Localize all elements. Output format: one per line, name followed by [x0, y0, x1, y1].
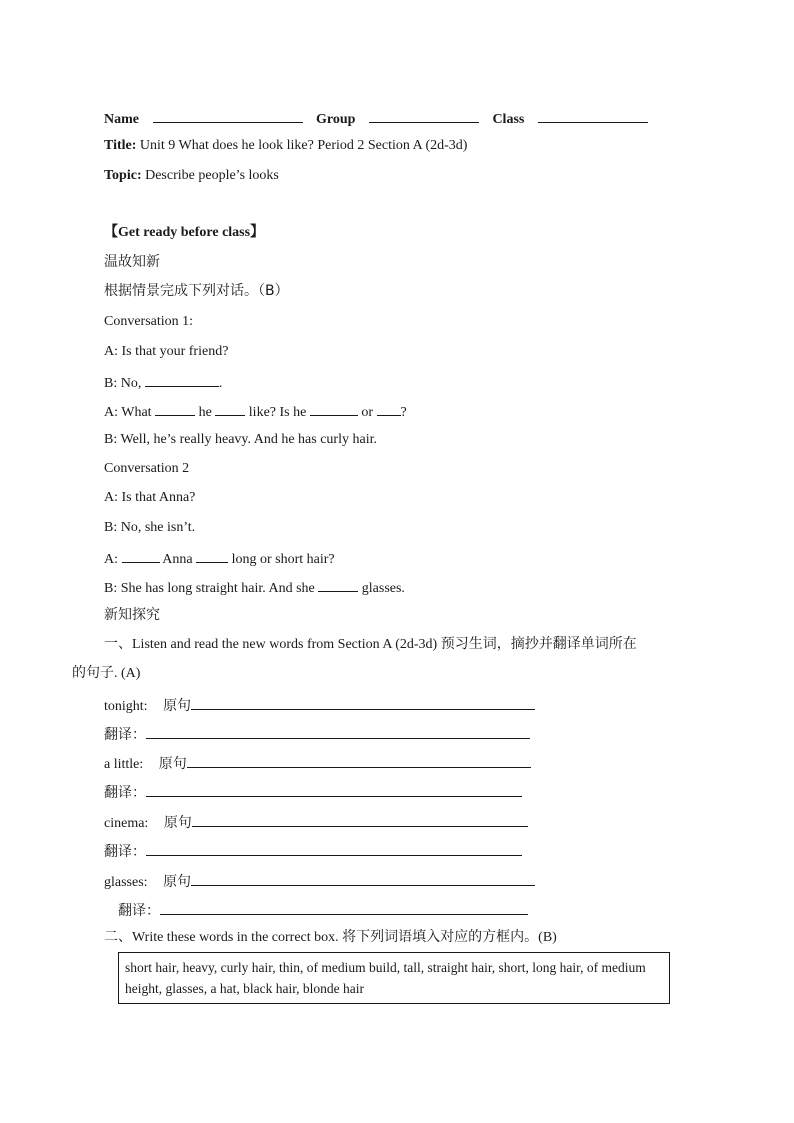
topic-label: Topic: — [104, 168, 142, 183]
c1-l3-c: like? Is he — [245, 405, 310, 420]
conversation2-line4 — [104, 577, 405, 598]
original-label: 原句 — [158, 756, 187, 772]
translation-label: 翻译： — [104, 844, 146, 860]
task2-number: 二、 — [104, 929, 132, 945]
c2-l3-blank1[interactable] — [122, 548, 160, 563]
c1-l3-d: or — [357, 405, 377, 420]
translation-row — [104, 840, 522, 862]
translation-row — [104, 781, 522, 803]
translation-label: 翻译： — [104, 785, 146, 801]
name-label: Name — [104, 112, 139, 127]
name-row — [104, 108, 648, 129]
group-blank[interactable] — [369, 108, 479, 123]
topic-row — [104, 167, 279, 185]
original-line[interactable] — [191, 870, 535, 886]
c1-l3-blank1[interactable] — [155, 401, 195, 416]
group-label: Group — [316, 112, 356, 127]
title-label: Title: — [104, 138, 137, 153]
word-row-cinema — [104, 811, 528, 833]
conversation1-heading: Conversation 1: — [104, 314, 194, 329]
word-box: short hair, heavy, curly hair, thin, of medium build, tall, straight hair, short, long hair, of medium height, glasses, a hat, black hair, blonde hair — [118, 952, 670, 1004]
word-row-glasses — [104, 870, 535, 892]
word-tonight: tonight: — [104, 699, 148, 714]
translation-label: 翻译： — [118, 903, 160, 919]
c1-l3-blank2[interactable] — [215, 401, 245, 416]
translation-line[interactable] — [146, 781, 522, 797]
conversation2-heading: Conversation 2 — [104, 461, 190, 476]
word-row-a-little — [104, 752, 531, 774]
c1-l3-blank4[interactable] — [377, 401, 401, 416]
conversation2-line2: B: No, she isn’t. — [104, 520, 196, 535]
task2-instruction — [104, 928, 557, 947]
conversation2-line3 — [104, 548, 335, 569]
translation-row — [118, 899, 528, 921]
word-cinema: cinema: — [104, 816, 149, 831]
c1-l2-blank[interactable] — [145, 372, 219, 387]
c2-l3-b: Anna — [159, 552, 197, 567]
original-line[interactable] — [191, 694, 535, 710]
topic-text: Describe people’s looks — [145, 168, 279, 183]
new-knowledge-heading: 新知探究 — [104, 607, 160, 623]
conversation1-line4: B: Well, he’s really heavy. And he has curly hair. — [104, 432, 377, 447]
word-glasses: glasses: — [104, 875, 148, 890]
c2-l3-a: A: — [104, 552, 122, 567]
name-blank[interactable] — [153, 108, 303, 123]
title-row — [104, 137, 467, 155]
c1-l2-pre: B: No, — [104, 376, 145, 391]
original-label: 原句 — [163, 874, 192, 890]
conversation2-line1: A: Is that Anna? — [104, 490, 196, 505]
word-a-little: a little: — [104, 757, 144, 772]
translation-label: 翻译： — [104, 727, 146, 743]
c2-l4-b: glasses. — [358, 581, 405, 596]
conversation1-line3 — [104, 401, 407, 422]
original-line[interactable] — [192, 811, 528, 827]
task1-number: 一、 — [104, 636, 132, 652]
task2-english: Write these words in the correct box. — [132, 930, 343, 945]
c1-l2-post: . — [218, 376, 223, 391]
c2-l4-blank[interactable] — [318, 577, 358, 592]
task2-level: (B) — [538, 930, 557, 945]
review-instruction: 根据情景完成下列对话。（B） — [104, 283, 289, 299]
original-label: 原句 — [163, 698, 192, 714]
original-line[interactable] — [187, 752, 531, 768]
translation-line[interactable] — [146, 840, 522, 856]
c2-l4-a: B: She has long straight hair. And she — [104, 581, 319, 596]
c1-l3-b: he — [195, 405, 216, 420]
task2-chinese: 将下列词语填入对应的方框内。 — [342, 929, 539, 945]
translation-line[interactable] — [160, 899, 528, 915]
conversation1-line2 — [104, 372, 222, 393]
c1-l3-blank3[interactable] — [310, 401, 358, 416]
task1-english: Listen and read the new words from Section A (2d-3d) — [132, 637, 441, 652]
translation-line[interactable] — [146, 723, 530, 739]
task1-level: . (A) — [114, 666, 141, 681]
task1-instruction-line1 — [104, 635, 637, 654]
conversation1-line1: A: Is that your friend? — [104, 344, 229, 359]
task1-instruction-line2 — [72, 664, 140, 683]
c1-l3-a: A: What — [104, 405, 156, 420]
task1-chinese-tail: 的句子 — [72, 665, 114, 681]
c1-l3-e: ? — [400, 405, 407, 420]
section-get-ready: 【Get ready before class】 — [104, 225, 265, 240]
task1-chinese: 预习生词，摘抄并翻译单词所在 — [440, 636, 637, 652]
c2-l3-blank2[interactable] — [196, 548, 228, 563]
review-heading: 温故知新 — [104, 254, 160, 270]
class-label: Class — [492, 112, 525, 127]
translation-row — [104, 723, 530, 745]
title-text: Unit 9 What does he look like? Period 2 Section A (2d-3d) — [139, 138, 468, 153]
c2-l3-c: long or short hair? — [228, 552, 335, 567]
original-label: 原句 — [163, 815, 192, 831]
word-row-tonight — [104, 694, 535, 716]
class-blank[interactable] — [538, 108, 648, 123]
